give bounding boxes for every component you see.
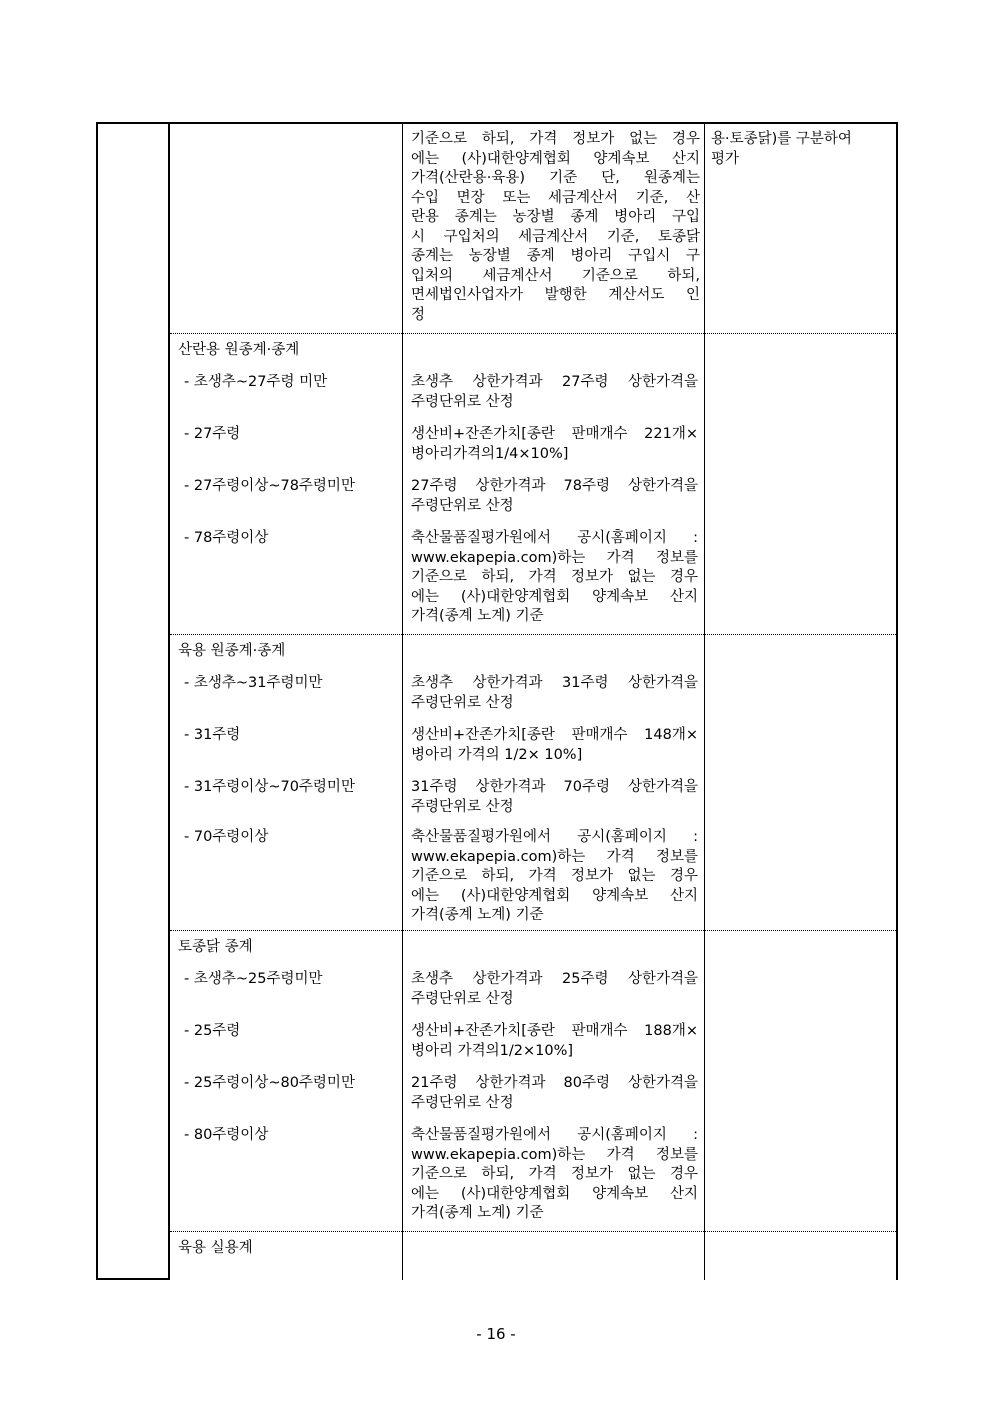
- col2-right-border: [402, 122, 403, 1280]
- row-description: [411, 726, 698, 765]
- description-line: 란용 종계는 농장별 종계 병아리 구입: [411, 209, 700, 225]
- row-divider: [170, 333, 896, 334]
- row-description: [411, 1022, 698, 1061]
- description-line: 기준으로 하되, 가격 정보가 없는 경우: [411, 131, 700, 147]
- description-line: 주령단위로 산정: [411, 990, 514, 1007]
- section-header: 토종닭 종계: [178, 939, 253, 955]
- description-line: 가격(종계 노계) 기준: [411, 608, 544, 624]
- description-line: 가격(산란용·육용) 기준 단, 원종계는: [411, 170, 700, 186]
- section-header: 산란용 원종계·종계: [178, 342, 300, 358]
- description-line: 27주령 상한가격과 78주령 상한가격을: [411, 478, 698, 494]
- row-label: - 초생추~25주령미만: [184, 971, 323, 987]
- row-description: [411, 373, 698, 412]
- remarks-line: 용·토종닭)를 구분하여: [711, 131, 852, 147]
- description-line: 기준으로 하되, 가격 정보가 없는 경우: [411, 569, 698, 585]
- description-line: 종계는 농장별 종계 병아리 구입시 구: [411, 248, 700, 264]
- row-divider: [170, 634, 896, 635]
- description-line: 병아리가격의1/4×10%]: [411, 445, 569, 462]
- top-remarks-cell: [711, 130, 891, 169]
- description-line: 초생추 상한가격과 27주령 상한가격을: [411, 374, 698, 390]
- description-line: 초생추 상한가격과 25주령 상한가격을: [411, 971, 698, 987]
- description-line: 입처의 세금계산서 기준으로 하되,: [411, 267, 700, 284]
- row-description: [411, 425, 698, 464]
- description-line: 에는 (사)대한양계협회 양계속보 산지: [411, 150, 700, 167]
- description-line: 축산물품질평가원에서 공시(홈페이지 :: [411, 1127, 698, 1143]
- description-line: 주령단위로 산정: [411, 798, 514, 815]
- description-line: 에는 (사)대한양계협회 양계속보 산지: [411, 887, 698, 904]
- row-label: - 78주령이상: [184, 530, 269, 546]
- row-divider: [170, 930, 896, 931]
- col1-bottom-border: [96, 1278, 170, 1280]
- description-line: 21주령 상한가격과 80주령 상한가격을: [411, 1075, 698, 1091]
- description-line: 에는 (사)대한양계협회 양계속보 산지: [411, 588, 698, 605]
- row-description: [411, 1126, 698, 1224]
- row-label: - 초생추~31주령미만: [184, 675, 323, 691]
- row-label: - 31주령이상~70주령미만: [184, 779, 355, 795]
- row-label: - 25주령이상~80주령미만: [184, 1075, 355, 1091]
- col3-right-border: [704, 122, 705, 1280]
- row-label: - 70주령이상: [184, 829, 269, 845]
- description-line: 시 구입처의 세금계산서 기준, 토종닭: [411, 228, 700, 245]
- description-line: 가격(종계 노계) 기준: [411, 907, 544, 923]
- remarks-line: 평가: [711, 150, 740, 167]
- description-line: 병아리 가격의1/2×10%]: [411, 1042, 574, 1059]
- row-description: [411, 1074, 698, 1113]
- row-label: - 31주령: [184, 727, 241, 743]
- row-description: [411, 529, 698, 627]
- description-line: 병아리 가격의 1/2× 10%]: [411, 746, 583, 763]
- page-number: - 16 -: [476, 1325, 516, 1343]
- row-description: [411, 970, 698, 1009]
- row-label: - 25주령: [184, 1023, 241, 1039]
- row-label: - 초생추~27주령 미만: [184, 374, 328, 390]
- description-line: 주령단위로 산정: [411, 694, 514, 711]
- col1-right-border: [168, 122, 170, 1280]
- description-line: 에는 (사)대한양계협회 양계속보 산지: [411, 1185, 698, 1202]
- description-line: 정: [411, 306, 426, 323]
- row-divider: [170, 1231, 896, 1232]
- row-description: [411, 477, 698, 516]
- description-line: www.ekapepia.com)하는 가격 정보를: [411, 1146, 698, 1163]
- table-left-border: [96, 122, 98, 1280]
- description-line: 가격(종계 노계) 기준: [411, 1205, 544, 1221]
- description-line: 주령단위로 산정: [411, 393, 514, 410]
- row-description: [411, 674, 698, 713]
- row-label: - 27주령: [184, 426, 241, 442]
- description-line: www.ekapepia.com)하는 가격 정보를: [411, 848, 698, 865]
- description-line: www.ekapepia.com)하는 가격 정보를: [411, 549, 698, 566]
- description-line: 초생추 상한가격과 31주령 상한가격을: [411, 675, 698, 691]
- table-right-border: [896, 122, 898, 1280]
- section-header: 육용 원종계·종계: [178, 643, 286, 659]
- description-line: 주령단위로 산정: [411, 497, 514, 514]
- description-line: 생산비+잔존가치[종란 판매개수 188개×: [411, 1023, 698, 1039]
- description-line: 기준으로 하되, 가격 정보가 없는 경우: [411, 868, 698, 884]
- top-description-cell: [411, 130, 700, 325]
- description-line: 면세법인사업자가 발행한 계산서도 인: [411, 287, 700, 303]
- row-label: - 80주령이상: [184, 1127, 269, 1143]
- table-top-border: [96, 122, 898, 124]
- row-description: [411, 828, 698, 926]
- description-line: 축산물품질평가원에서 공시(홈페이지 :: [411, 829, 698, 845]
- section-header: 육용 실용계: [178, 1240, 253, 1256]
- description-line: 생산비+잔존가치[종란 판매개수 221개×: [411, 426, 698, 442]
- description-line: 주령단위로 산정: [411, 1094, 514, 1111]
- description-line: 기준으로 하되, 가격 정보가 없는 경우: [411, 1166, 698, 1182]
- row-description: [411, 778, 698, 817]
- description-line: 축산물품질평가원에서 공시(홈페이지 :: [411, 530, 698, 546]
- description-line: 생산비+잔존가치[종란 판매개수 148개×: [411, 727, 698, 743]
- description-line: 31주령 상한가격과 70주령 상한가격을: [411, 779, 698, 795]
- row-label: - 27주령이상~78주령미만: [184, 478, 355, 494]
- description-line: 수입 면장 또는 세금계산서 기준, 산: [411, 189, 700, 206]
